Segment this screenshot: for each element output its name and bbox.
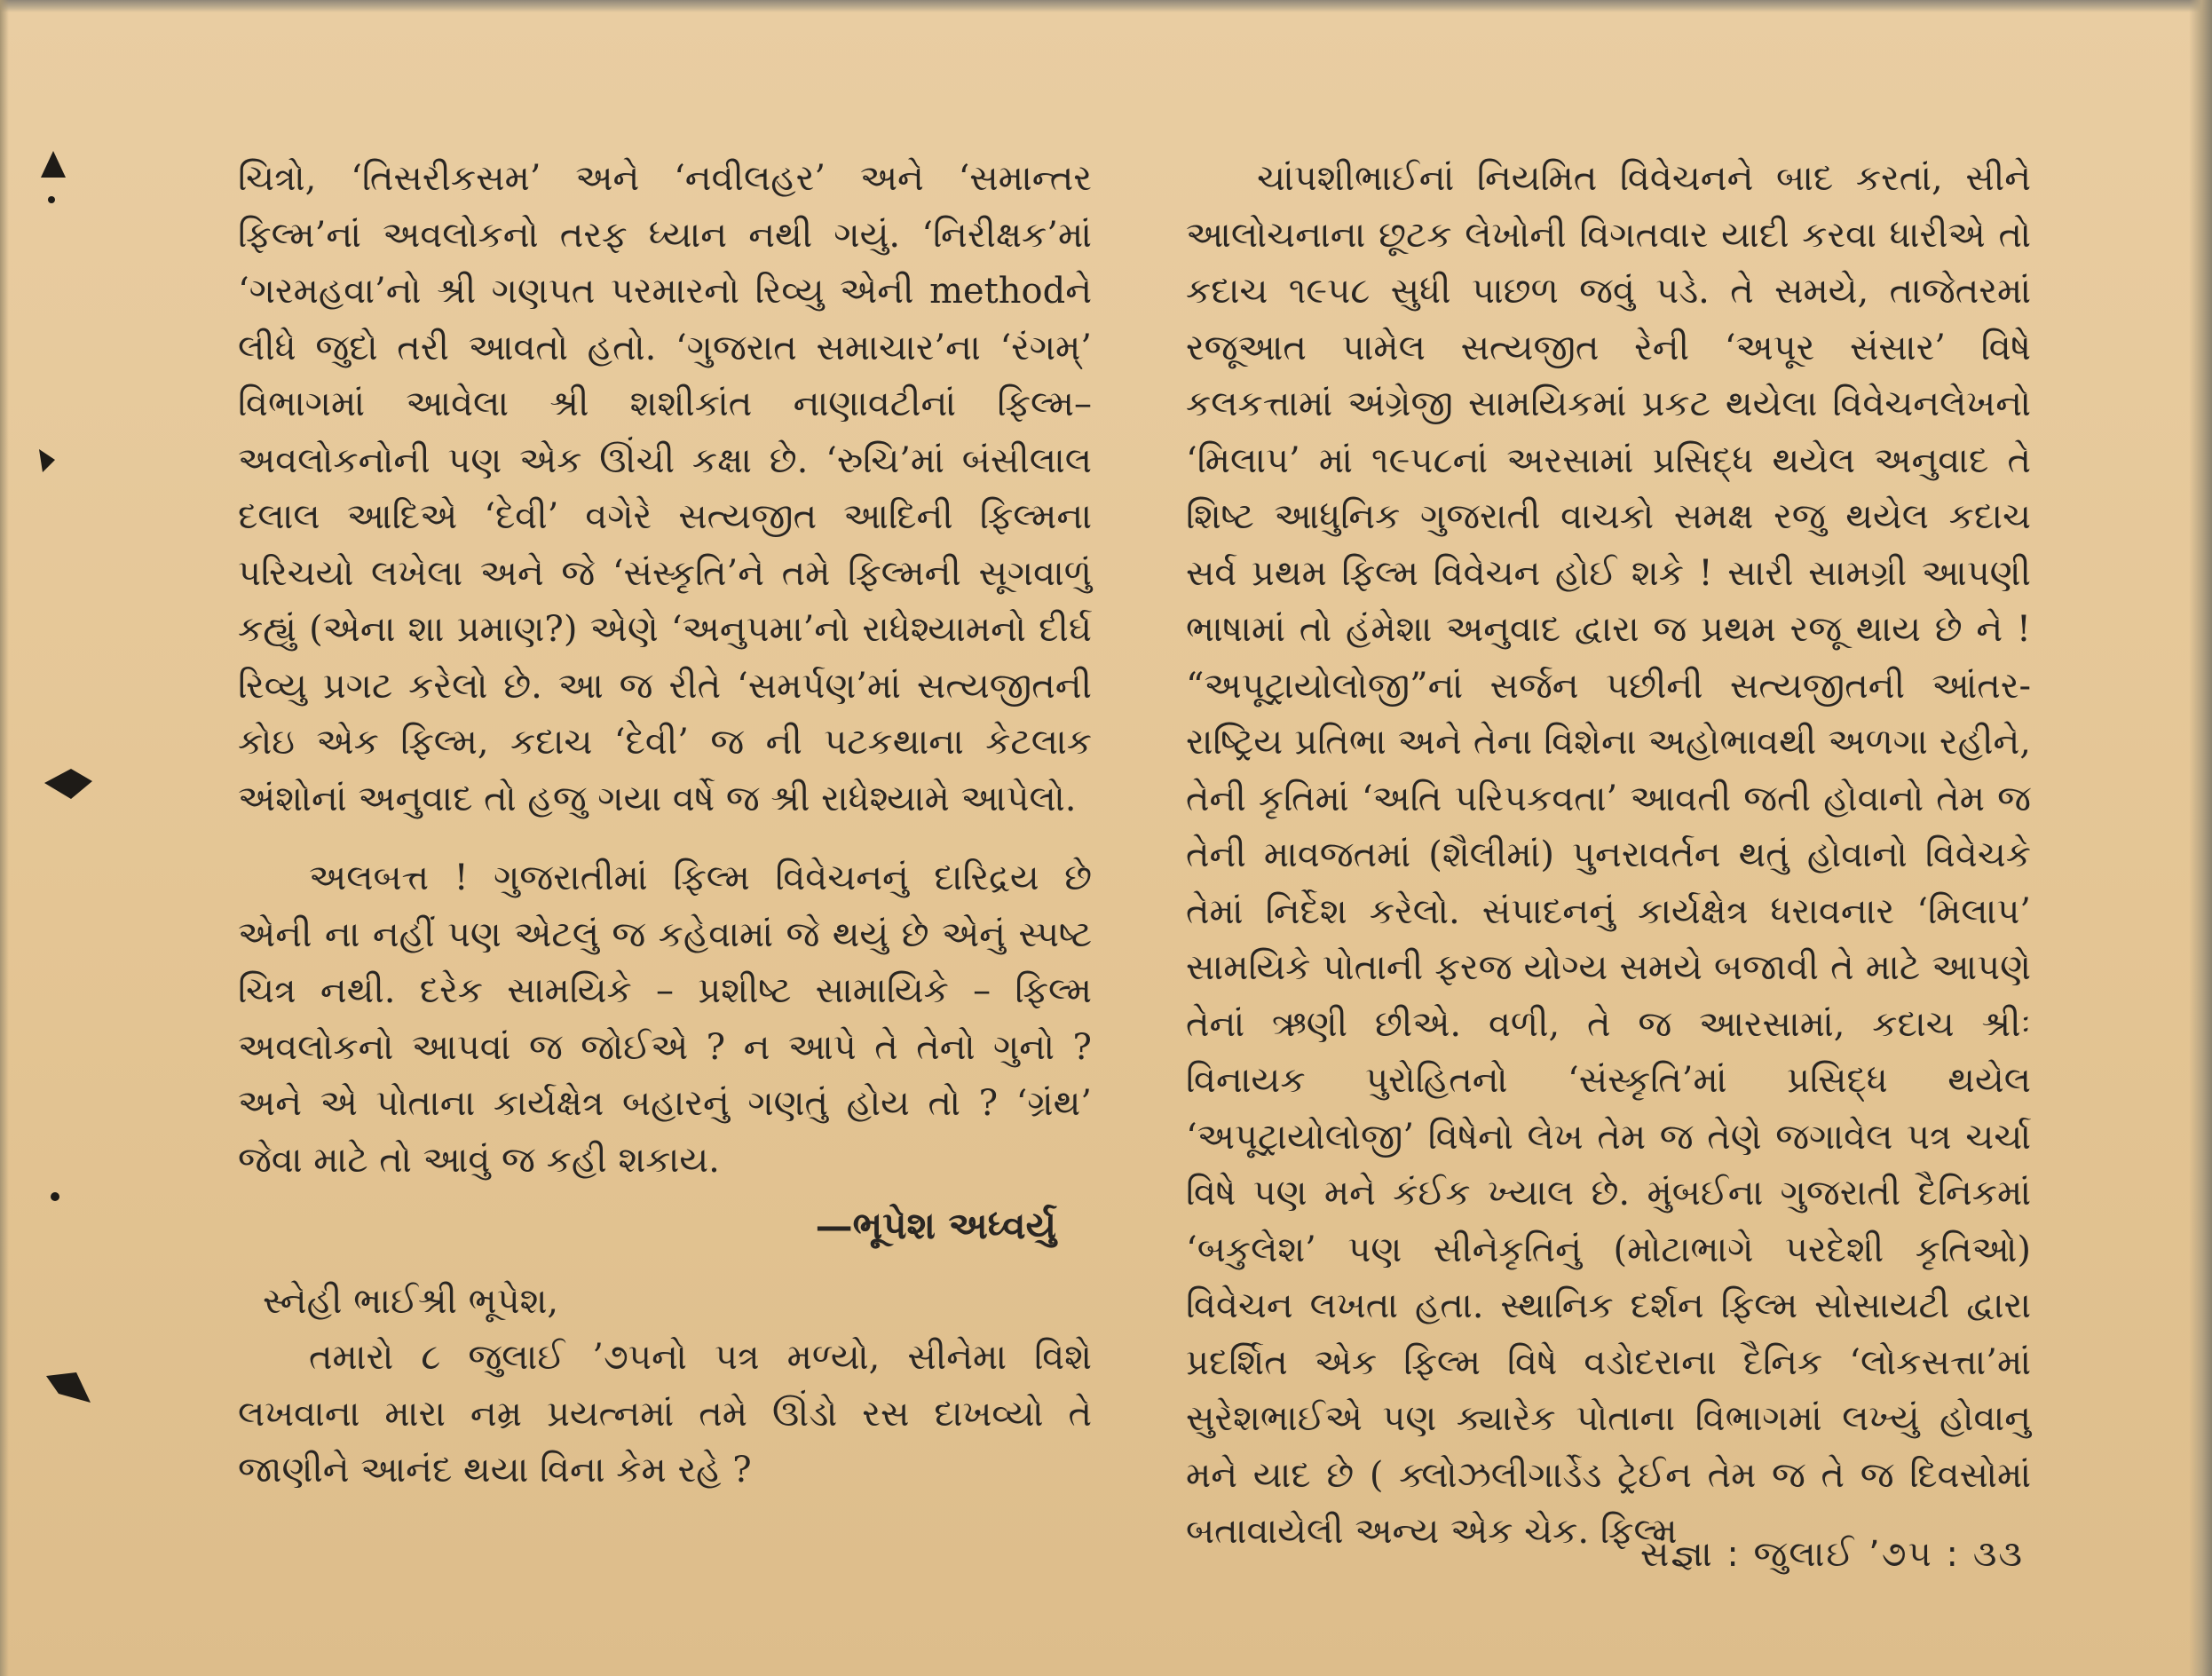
left-column [238, 151, 1092, 1499]
binding-hole-mark [44, 763, 92, 802]
scan-top-edge [0, 0, 2212, 12]
binding-hole-mark [46, 1188, 64, 1206]
binding-hole-mark [34, 446, 60, 481]
body-paragraph: ચિત્રો, ‘તિસરીકસમ’ અને ‘નવીલહર’ અને ‘સમાન્તર ફિલ્મ’નાં અવલોકનો તરફ ધ્યાન નથી ગયું. ‘નિરીક્ષક’માં ‘ગરમહવા’નો શ્રી ગણપત પરમારનો રિવ્યુ એની methodને લીધે જુદો તરી આવતો હતો. ‘ગુજરાત સમાચાર’ના ‘રંગમ્’ વિભાગમાં આવેલા શ્રી શશીકાંત નાણાવટીનાં ફિલ્મ–અવલોકનોની પણ એક ઊંચી કક્ષા છે. ‘રુચિ’માં બંસીલાલ દલાલ આદિએ ‘દેવી’ વગેરે સત્યજીત આદિની ફિલ્મના પરિચયો લખેલા અને જે ‘સંસ્કૃતિ’ને તમે ફિલ્મની સૂગવાળું કહ્યું (એના શા પ્રમાણ?) એણે ‘અનુપમા’નો રાધેશ્યામનો દીર્ઘ રિવ્યુ પ્રગટ કરેલો છે. આ જ રીતે ‘સમર્પણ’માં સત્યજીતની કોઇ એક ફિલ્મ, કદાચ ‘દેવી’ જ ની પટકથાના કેટલાક અંશોનાં અનુવાદ તો હજુ ગયા વર્ષે જ શ્રી રાધેશ્યામે આપેલો. [238, 158, 1092, 819]
body-paragraph: ચાંપશીભાઈનાં નિયમિત વિવેચનને બાદ કરતાં, સીને આલોચનાના છૂટક લેખોની વિગતવાર યાદી કરવા ધારીએ તો કદાચ ૧૯૫૮ સુધી પાછળ જવું પડે. તે સમયે, તાજેતરમાં રજૂઆત પામેલ સત્યજીત રેની ‘અપૂર સંસાર’ વિષે કલકત્તામાં અંગ્રેજી સામયિકમાં પ્રકટ થયેલા વિવેચનલેખનો ‘મિલાપ’ માં ૧૯૫૮નાં અરસામાં પ્રસિદ્ધ થયેલ અનુવાદ તે શિષ્ટ આધુનિક ગુજરાતી વાચકો સમક્ષ રજુ થયેલ કદાચ સર્વ પ્રથમ ફિલ્મ વિવેચન હોઈ શકે ! સારી સામગ્રી આપણી ભાષામાં તો હંમેશા અનુવાદ દ્વારા જ પ્રથમ રજૂ થાય છે ને ! “અપૂટ્રાયોલોજી”નાં સર્જન પછીની સત્યજીતની આંતર-રાષ્ટ્રિય પ્રતિભા અને તેના વિશેના અહોભાવથી અળગા રહીને, તેની કૃતિમાં ‘અતિ પરિપકવતા’ આવતી જતી હોવાનો તેમ જ તેની માવજતમાં (શૈલીમાં) પુનરાવર્તન થતું હોવાનો વિવેચકે તેમાં નિર્દેશ કરેલો. સંપાદનનું કાર્યક્ષેત્ર ધરાવનાર ‘મિલાપ’ સામયિકે પોતાની ફરજ યોગ્ય સમયે બજાવી તે માટે આપણે તેનાં ઋણી છીએ. વળી, તે જ આરસામાં, કદાચ શ્રીઃ વિનાયક પુરોહિતનો ‘સંસ્કૃતિ’માં પ્રસિદ્ધ થયેલ ‘અપૂટ્રાયોલોજી’ વિષેનો લેખ તેમ જ તેણે જગાવેલ પત્ર ચર્ચા વિષે પણ મને કંઈક ખ્યાલ છે. મુંબઈના ગુજરાતી દૈનિકમાં ‘બકુલેશ’ પણ સીનેકૃતિનું (મોટાભાગે પરદેશી કૃતિઓ) વિવેચન લખતા હતા. સ્થાનિક દર્શન ફિલ્મ સોસાયટી દ્વારા પ્રદર્શિત એક ફિલ્મ વિષે વડોદરાના દૈનિક ‘લોકસત્તા’માં સુરેશભાઈએ પણ ક્યારેક પોતાના વિભાગમાં લખ્યું હોવાનુ મને યાદ છે ( ક્લોઝલીગાર્ડેડ ટ્રેઈન તેમ જ તે જ દિવસોમાં બતાવાયેલી અન્ય એક ચેક. ફિલ્મ [1186, 158, 2031, 1552]
binding-hole-mark [36, 151, 71, 213]
letter-salutation: સ્નેહી ભાઈશ્રી ભૂપેશ, [263, 1280, 559, 1322]
letter-paragraph: તમારો ૮ જુલાઈ ’૭૫નો પત્ર મળ્યો, સીનેમા વિશે લખવાના મારા નમ્ર પ્રયત્નમાં તમે ઊંડો રસ દાખવ્યો તે જાણીને આનંદ થયા વિના કેમ રહે ? [238, 1337, 1092, 1490]
right-column [1186, 151, 2031, 1561]
running-footer: સંજ્ઞા : જુલાઈ ’૭૫ : ૩૩ [1639, 1534, 2024, 1575]
scan-right-edge [2189, 0, 2212, 1676]
binding-hole-mark [41, 1367, 94, 1411]
body-paragraph: અલબત્ત ! ગુજરાતીમાં ફિલ્મ વિવેચનનું દારિદ્રય છે એની ના નહીં પણ એટલું જ કહેવામાં જે થયું છે એનું સ્પષ્ટ ચિત્ર નથી. દરેક સામયિકે – પ્રશીષ્ટ સામાયિકે – ફિલ્મ અવલોકનો આપવાં જ જોઈએ ? ન આપે તે તેનો ગુનો ? અને એ પોતાના કાર્યક્ષેત્ર બહારનું ગણતું હોય તો ? ‘ગ્રંથ’ જેવા માટે તો આવું જ કહી શકાય. [238, 858, 1092, 1181]
scan-left-edge [0, 0, 9, 1676]
author-signature: —ભૂપેશ અધ્વર્યુ [815, 1204, 1056, 1247]
